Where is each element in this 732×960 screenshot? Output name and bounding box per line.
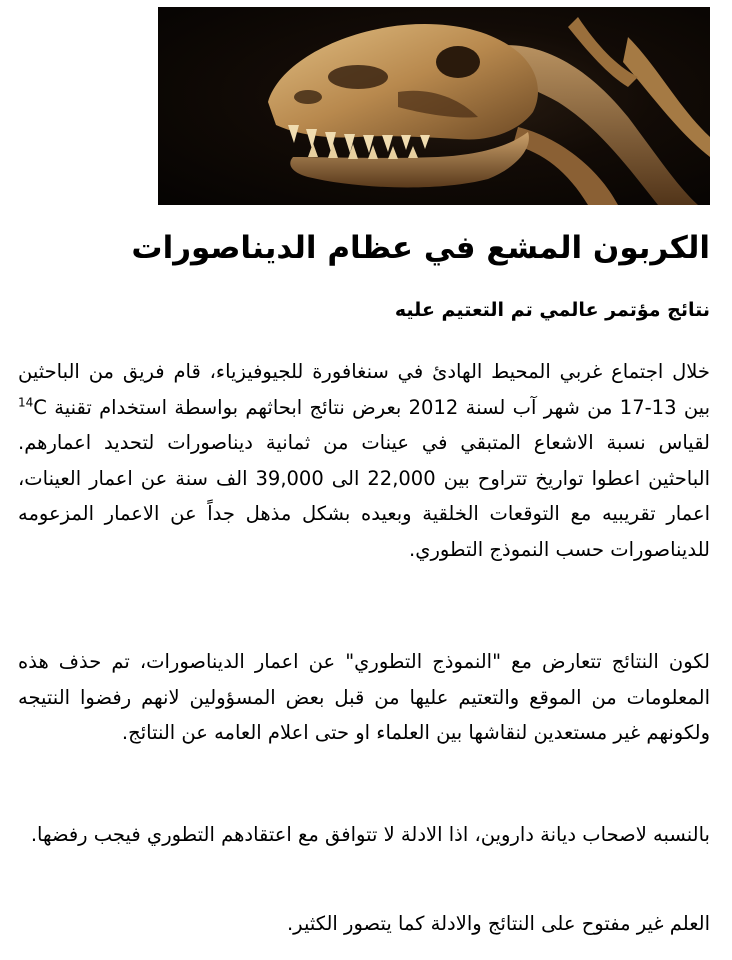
article-subtitle: نتائج مؤتمر عالمي تم التعتيم عليه: [394, 299, 710, 321]
dinosaur-skull-illustration: [158, 7, 710, 205]
paragraph-1-part-2: لقياس نسبة الاشعاع المتبقي في عينات من ثمانية ديناصورات لتحديد اعمارهم. الباحثين اعطوا تواريخ تتراوح بين 22,000 الى 39,000 الف سنة عن اعمار العينات، اعمار تقريبيه مع التوقعات الخلقية وبعيده بشكل مذهل جداً عن الاعمار المزعومه للديناصورات حسب النموذج التطوري.: [18, 431, 710, 561]
paragraph-1: [18, 354, 710, 567]
paragraph-3: بالنسبه لاصحاب ديانة داروين، اذا الادلة لا تتوافق مع اعتقادهم التطوري فيجب رفضها.: [30, 823, 710, 846]
hero-image: [158, 7, 710, 205]
isotope-mass-number: 14: [18, 395, 34, 409]
article-title: الكربون المشع في عظام الديناصورات: [131, 230, 710, 266]
isotope-symbol: C: [33, 395, 47, 419]
paragraph-2: لكون النتائج تتعارض مع "النموذج التطوري" عن اعمار الديناصورات، تم حذف هذه المعلومات من الموقع والتعتيم عليها من قبل بعض المسؤولين لانهم رفضوا النتيجه ولكونهم غير مستعدين لنقاشها بين العلماء او حتى اعلام العامه عن النتائج.: [18, 650, 710, 744]
paragraph-1-part-1: خلال اجتماع غربي المحيط الهادئ في سنغافورة للجيوفيزياء، قام فريق من الباحثين بين 13-17 من شهر آب لسنة 2012 بعرض نتائج ابحاثهم بواسطة استخدام تقنية: [18, 360, 710, 419]
paragraph-4: العلم غير مفتوح على النتائج والادلة كما يتصور الكثير.: [286, 912, 710, 935]
carbon-14-notation: [18, 396, 47, 419]
